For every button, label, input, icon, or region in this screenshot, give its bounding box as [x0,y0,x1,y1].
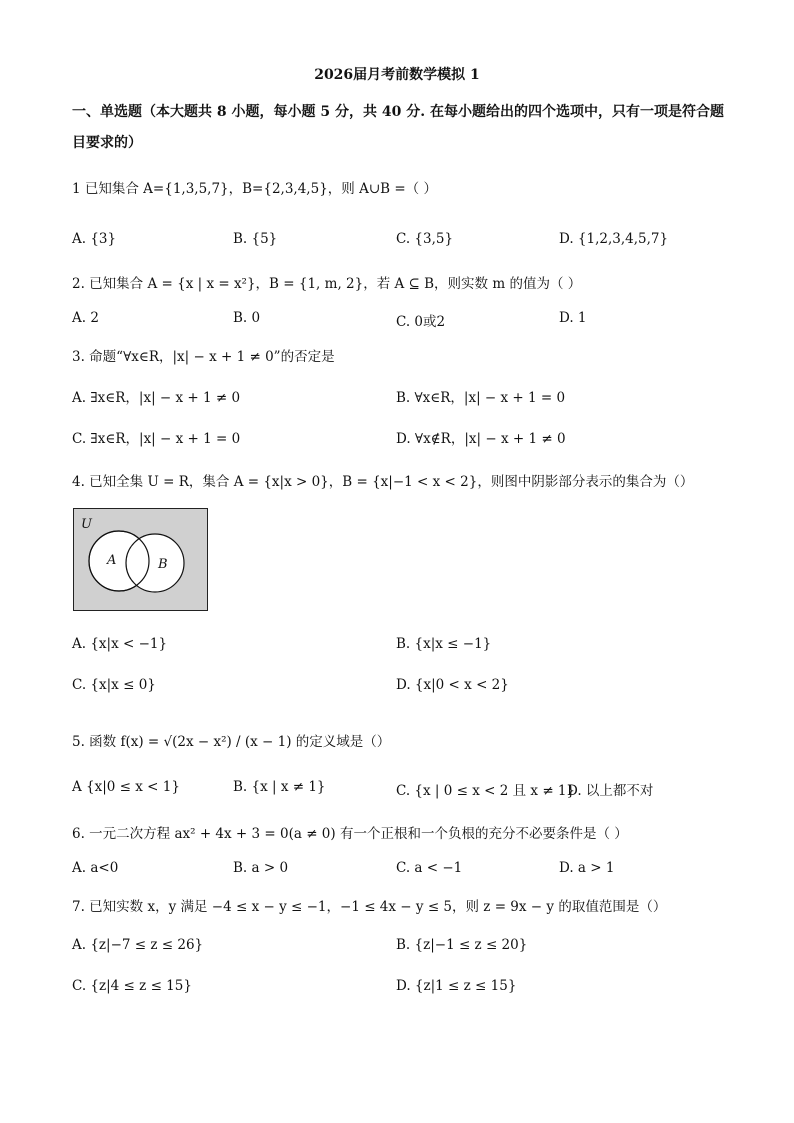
question-7-option-a[interactable]: A. {z|−7 ≤ z ≤ 26} [72,937,204,953]
venn-diagram-svg [74,509,207,610]
question-3-option-c[interactable]: C. ∃x∈R，|x| − x + 1 = 0 [72,431,241,447]
question-7-option-b[interactable]: B. {z|−1 ≤ z ≤ 20} [396,937,528,953]
question-5-stem: 5. 函数 f(x) = √(2x − x²) / (x − 1) 的定义域是（） [72,734,391,750]
question-2-stem: 2. 已知集合 A = {x | x = x²}，B = {1, m, 2}，若 A ⊆ B，则实数 m 的值为（ ） [72,276,582,292]
question-2-option-d[interactable]: D. 1 [559,310,587,326]
question-4-option-d[interactable]: D. {x|0 < x < 2} [396,677,509,693]
question-7-option-d[interactable]: D. {z|1 ≤ z ≤ 15} [396,978,517,994]
universe-label: U [81,517,92,532]
question-5-option-a[interactable]: A {x|0 ≤ x < 1} [72,779,180,795]
question-1-option-b[interactable]: B. {5} [233,231,278,247]
question-3-option-b[interactable]: B. ∀x∈R，|x| − x + 1 = 0 [396,390,566,406]
venn-diagram [73,508,208,611]
question-6-stem: 6. 一元二次方程 ax² + 4x + 3 = 0(a ≠ 0) 有一个正根和一个负根的充分不必要条件是（ ） [72,826,628,842]
set-b-circle [126,534,184,592]
set-b-label: B [158,557,168,572]
question-3-stem: 3. 命题“∀x∈R，|x| − x + 1 ≠ 0”的否定是 [72,349,335,365]
exam-title: 2026届月考前数学模拟 1 [314,67,480,83]
question-7-stem: 7. 已知实数 x，y 满足 −4 ≤ x − y ≤ −1，−1 ≤ 4x − y ≤ 5，则 z = 9x − y 的取值范围是（） [72,899,667,915]
question-4-option-a[interactable]: A. {x|x < −1} [72,636,168,652]
question-4-stem: 4. 已知全集 U = R，集合 A = {x|x > 0}，B = {x|−1 < x < 2}，则图中阴影部分表示的集合为（） [72,474,694,490]
question-5-option-b[interactable]: B. {x | x ≠ 1} [233,779,326,795]
question-1-option-a[interactable]: A. {3} [72,231,117,247]
question-6-option-c[interactable]: C. a < −1 [396,860,463,876]
question-5-option-d[interactable]: D. 以上都不对 [567,783,654,799]
question-6-option-b[interactable]: B. a > 0 [233,860,289,876]
question-7-option-c[interactable]: C. {z|4 ≤ z ≤ 15} [72,978,192,994]
question-2-option-b[interactable]: B. 0 [233,310,261,326]
question-2-option-a[interactable]: A. 2 [72,310,99,326]
set-a-label: A [107,553,117,568]
section-heading: 一、单选题（本大题共 8 小题，每小题 5 分，共 40 分. 在每小题给出的四个选项中，只有一项是符合题目要求的） [72,104,724,151]
question-3-option-d[interactable]: D. ∀x∉R，|x| − x + 1 ≠ 0 [396,431,566,447]
question-1-option-c[interactable]: C. {3,5} [396,231,454,247]
question-4-option-b[interactable]: B. {x|x ≤ −1} [396,636,492,652]
question-4-option-c[interactable]: C. {x|x ≤ 0} [72,677,156,693]
question-5-option-c[interactable]: C. {x | 0 ≤ x < 2 且 x ≠ 1} [396,783,576,799]
question-6-option-a[interactable]: A. a<0 [72,860,119,876]
question-1-stem: 1 已知集合 A={1,3,5,7}，B={2,3,4,5}，则 A∪B =（ ） [72,181,437,197]
question-6-option-d[interactable]: D. a > 1 [559,860,615,876]
question-1-option-d[interactable]: D. {1,2,3,4,5,7} [559,231,669,247]
question-2-option-c[interactable]: C. 0或2 [396,314,446,330]
question-3-option-a[interactable]: A. ∃x∈R，|x| − x + 1 ≠ 0 [72,390,241,406]
